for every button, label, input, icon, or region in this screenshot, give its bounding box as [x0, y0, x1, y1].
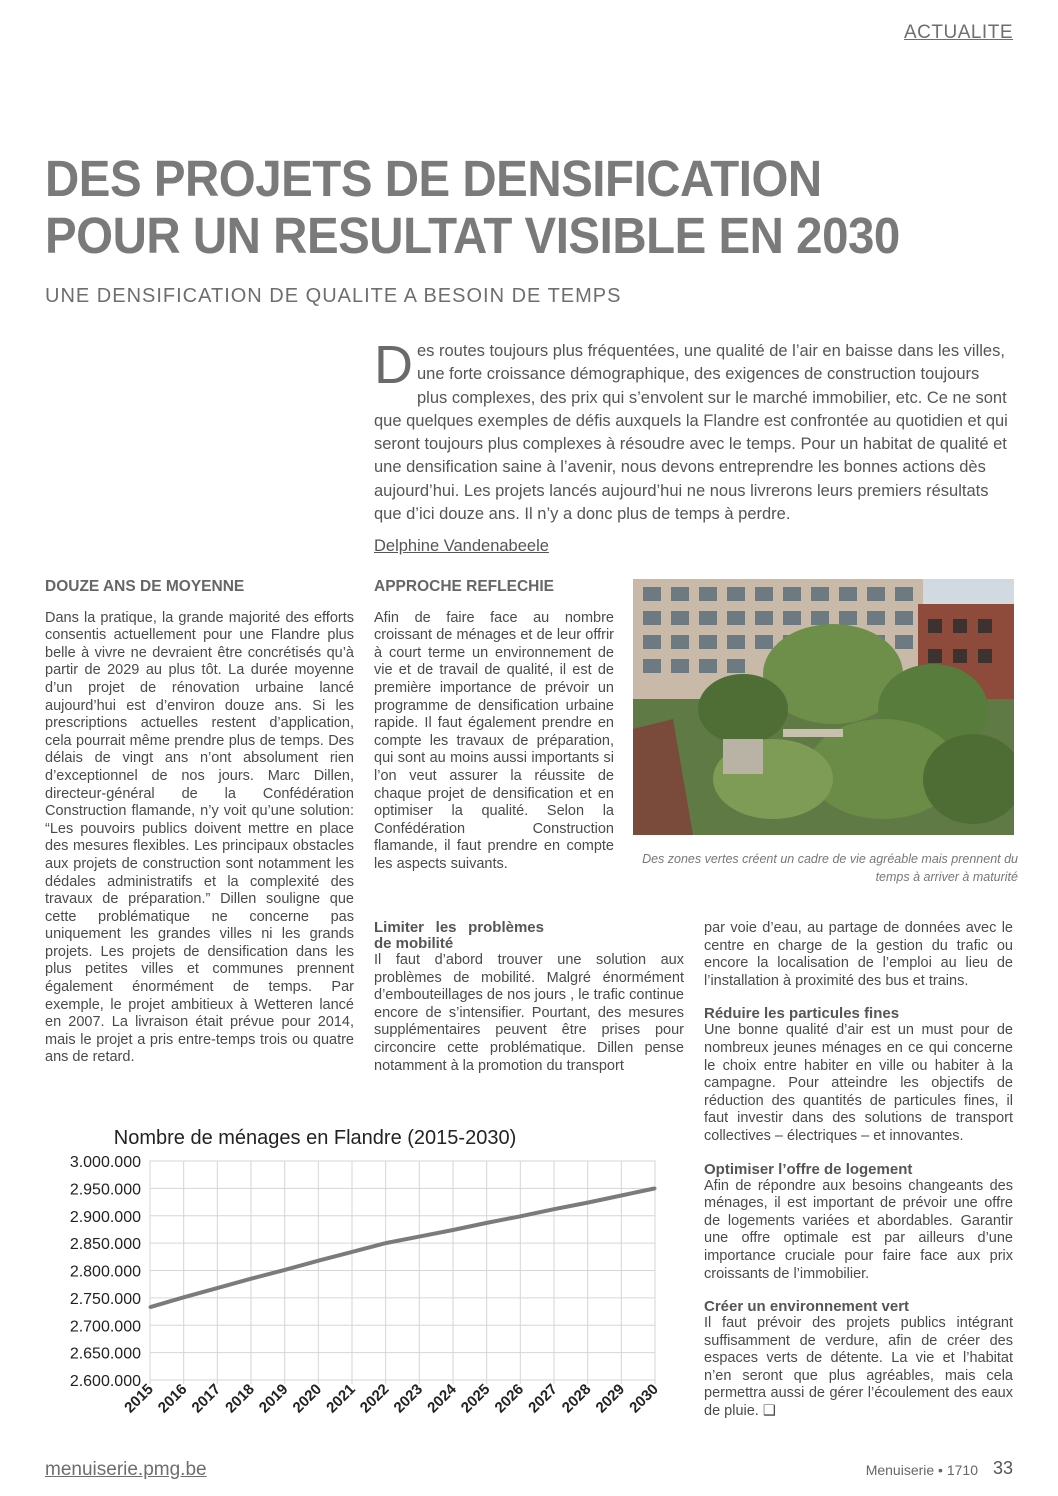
chart-y-tick-label: 2.900.000: [69, 1208, 141, 1226]
chart-data-point: [384, 1242, 387, 1245]
chart-data-point: [452, 1228, 455, 1231]
chart-y-tick-label: 2.950.000: [69, 1181, 141, 1199]
column-3: [704, 920, 1013, 1421]
chart-x-axis: [121, 1380, 662, 1416]
chart-y-tick-label: 2.700.000: [69, 1318, 141, 1336]
text-particules: Une bonne qualité d’air est un must pour de nombreux jeunes ménages en ce qui concerne le choix entre habiter en ville ou habiter à la campagne. Pour atteindre les objectifs de réduction des quantités de particules fines, il faut investir dans des solutions de transport collectives – électriques – et innovantes.: [704, 1022, 1013, 1144]
chart-data-point: [250, 1277, 253, 1280]
chart-series-line: [150, 1188, 655, 1307]
chart-x-tick-label: 2015: [121, 1380, 157, 1417]
chart-data-point: [149, 1306, 152, 1309]
chart-y-tick-label: 3.000.000: [69, 1154, 141, 1171]
intro-text: es routes toujours plus fréquentées, une qualité de l’air en baisse dans les villes, une forte croissance démographique, des exigences de construction toujours plus complexes, des prix qui s’envolent sur le marché immobilier, etc. Ce ne sont que quelques exemples de défis auxquels la Flandre est confrontée au quotidien et qui seront toujours plus complexes à résoudre avec le temps. Pour un habitat de qualité et une densification saine à l’avenir, nous devons entreprendre les bonnes actions dès aujourd’hui. Les projets lancés aujourd’hui ne nous livrerons leurs premiers résultats que d’ici douze ans. Il n’y a donc plus de temps à perdre.: [374, 342, 1008, 524]
author-byline[interactable]: Delphine Vandenabeele: [374, 537, 549, 555]
chart-x-tick-label: 2019: [255, 1380, 292, 1417]
chart-data-point: [418, 1235, 421, 1238]
text-logement: Afin de répondre aux besoins changeants des ménages, il est important de prévoir une offre de logements variées et abordables. Garantir une offre optimale est par ailleurs d’une importance cruciale pour faire face aux prix croissants de l’immobilier.: [704, 1177, 1013, 1282]
chart-data-point: [216, 1287, 219, 1290]
chart-data-point: [519, 1215, 522, 1218]
section-heading-approche: APPROCHE REFLECHIE: [374, 578, 554, 595]
chart-x-tick-label: 2030: [626, 1380, 662, 1417]
chart-x-tick-label: 2024: [424, 1380, 460, 1417]
drop-cap: D: [374, 335, 413, 395]
subheading-logement: Optimiser l’offre de logement: [704, 1160, 913, 1178]
chart-y-axis: [70, 1154, 141, 1390]
chart-data-point: [182, 1296, 185, 1299]
subheading-environnement: Créer un environnement vert: [704, 1298, 910, 1316]
footer-issue: Menuiserie • 1710: [865, 1462, 978, 1478]
chart-series: [149, 1187, 657, 1309]
chart-x-tick-label: 2021: [323, 1380, 359, 1417]
chart-data-point: [485, 1221, 488, 1224]
footer-website-link[interactable]: menuiserie.pmg.be: [45, 1459, 207, 1480]
chart-data-point: [586, 1201, 589, 1204]
section-label: ACTUALITE: [903, 22, 1013, 43]
article-title: DES PROJETS DE DENSIFICATION POUR UN RESULTAT VISIBLE EN 2030: [45, 150, 900, 264]
section-heading-douze-ans: DOUZE ANS DE MOYENNE: [45, 578, 245, 595]
chart-x-tick-label: 2029: [592, 1380, 629, 1417]
section-text-douze-ans: Dans la pratique, la grande majorité des efforts consentis actuellement pour une Flandre plus belle à vivre ne devraient être concrétisés qu’à partir de 2029 au plus tôt. La durée moyenne d’un projet de rénovation urbaine lancé aujourd’hui est d’environ douze ans. Si les prescriptions actuelles restent d’application, cela pourrait même prendre plus de temps. Des délais de vingt ans n’ont absolument rien d’exceptionnel de nos jours. Marc Dillen, directeur-général de la Confédération Construction flamande, n’y voit qu’une solution: “Les pouvoirs publics doivent mettre en place des mesures flexibles. Les principaux obstacles aux projets de construction sont notamment les dédales administratifs et la complexité des travaux de préparation.” Dillen souligne que cette problématique ne concerne pas uniquement les grandes villes ni les grands projets. Les projets de densification dans les plus petites villes et communes prennent également énormément de temps. Par exemple, le projet ambitieux à Wetteren lancé en 2007. La livraison était prévue pour 2014, mais le projet a pris entre-temps trois ou quatre ans de retard.: [45, 609, 354, 1066]
chart-y-tick-label: 2.650.000: [69, 1345, 141, 1363]
chart-y-tick-label: 2.800.000: [69, 1263, 141, 1281]
chart-x-tick-label: 2023: [390, 1380, 427, 1417]
chart-x-tick-label: 2016: [154, 1380, 191, 1417]
chart-x-tick-label: 2025: [457, 1380, 494, 1417]
column-2: [374, 578, 614, 874]
chart-y-tick-label: 2.850.000: [69, 1236, 141, 1254]
chart-x-tick-label: 2018: [222, 1380, 258, 1417]
column-2-lower: [374, 920, 684, 1075]
subheading-particules: Réduire les particules fines: [704, 1005, 900, 1023]
chart-data-point: [351, 1250, 354, 1253]
chart-x-tick-label: 2017: [188, 1380, 225, 1417]
chart-y-tick-label: 2.600.000: [69, 1373, 141, 1390]
subheading-mobilite: Limiter les problèmes de mobilité: [374, 919, 544, 952]
chart-data-point: [620, 1194, 623, 1197]
chart-data-point: [317, 1259, 320, 1262]
section-text-approche: Afin de faire face au nombre croissant de ménages et de leur offrir à court terme un environnement de vie et de travail de qualité, il est de première importance de prévoir un programme de densification urbaine rapide. Il faut également prendre en compte les travaux de préparation, qui sont au moins aussi importants si l’on veut assurer la réussite de chaque projet de densification et en optimiser la qualité. Selon la Confédération Construction flamande, il faut prendre en compte les aspects suivants.: [374, 609, 614, 872]
text-mobilite: Il faut d’abord trouver une solution aux problèmes de mobilité. Malgré énormément d’embouteillages de nos jours , le trafic continue encore de s’intensifier. Pourtant, des mesures supplémentaires peuvent être prises pour circoncire cette problématique. Dillen pense notamment à la promotion du transport: [374, 952, 684, 1074]
chart-y-tick-label: 2.750.000: [69, 1290, 141, 1308]
article-intro: [374, 335, 1014, 526]
chart-data-point: [654, 1187, 657, 1190]
chart-x-tick-label: 2022: [356, 1380, 393, 1417]
courtyard-photo: [633, 579, 1014, 835]
text-environnement: Il faut prévoir des projets publics intégrant suffisamment de verdure, afin de créer des espaces verts de détente. La vie et l’habitat n’en seront que plus agréables, mais cela permettra aussi de gérer l’écoulement des eaux de pluie. ❑: [704, 1315, 1013, 1420]
photo-caption: Des zones vertes créent un cadre de vie agréable mais prennent du temps à arriver à maturité: [642, 852, 1018, 884]
chart-gridlines: [150, 1161, 655, 1384]
chart-x-tick-label: 2026: [491, 1380, 528, 1417]
chart-title: Nombre de ménages en Flandre (2015-2030): [113, 1127, 517, 1149]
text-mobilite-continued: par voie d’eau, au partage de données avec le centre en charge de la gestion du trafic ou encore la localisation de l’emploi au lieu de l’installation à proximité des bus et trains.: [704, 920, 1013, 989]
chart-x-tick-label: 2028: [558, 1380, 595, 1417]
article-subtitle: UNE DENSIFICATION DE QUALITE A BESOIN DE TEMPS: [45, 285, 622, 307]
end-mark-icon: ❑: [762, 1403, 776, 1420]
column-1: [45, 578, 354, 1067]
chart-x-tick-label: 2027: [525, 1380, 561, 1417]
page-number: 33: [992, 1458, 1013, 1478]
chart-data-point: [553, 1208, 556, 1211]
chart-x-tick-label: 2020: [289, 1380, 326, 1417]
households-line-chart: [45, 1118, 685, 1458]
chart-data-point: [283, 1268, 286, 1271]
